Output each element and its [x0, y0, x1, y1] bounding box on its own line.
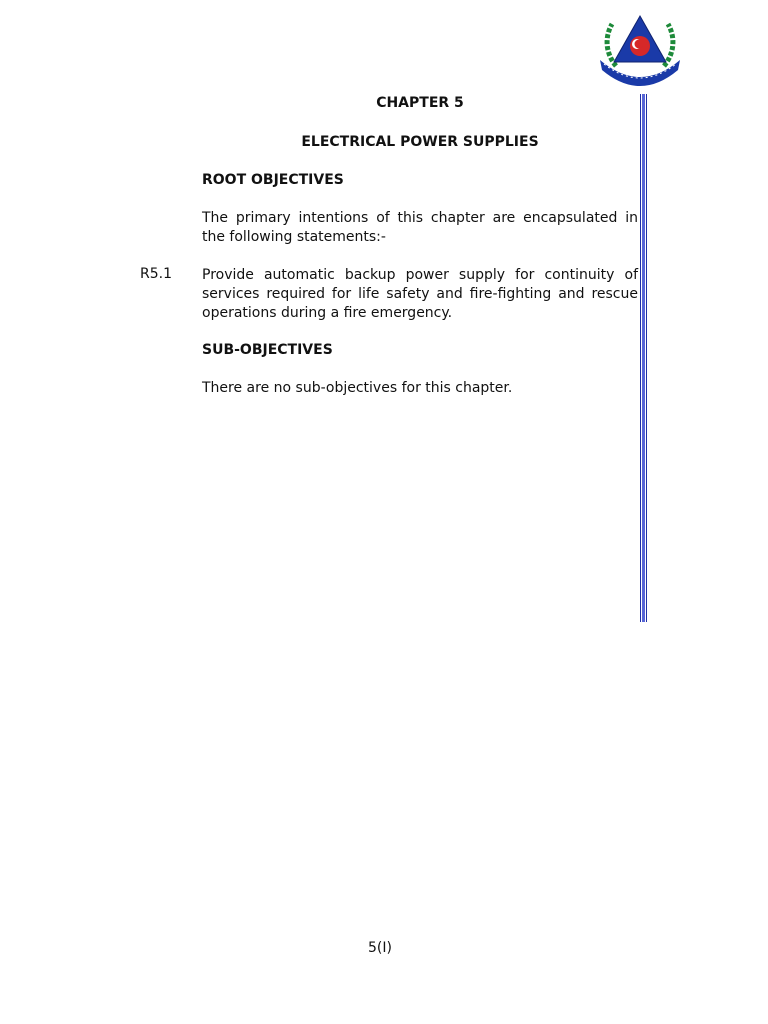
scdf-crest-icon: [592, 8, 688, 90]
objective-code: R5.1: [140, 266, 172, 282]
sub-objectives-heading: SUB-OBJECTIVES: [202, 342, 333, 358]
chapter-number: CHAPTER 5: [376, 95, 464, 111]
root-objectives-heading: ROOT OBJECTIVES: [202, 172, 344, 188]
crest-graphic: [592, 8, 688, 90]
root-objectives-intro: The primary intentions of this chapter are encapsulated in the following statements:-: [202, 210, 638, 245]
objective-text: Provide automatic backup power supply for continuity of services required for life safety and fire-fighting and rescue operations during a fire emergency.: [202, 267, 638, 321]
chapter-title: ELECTRICAL POWER SUPPLIES: [301, 134, 539, 150]
margin-rule-fill: [642, 94, 645, 622]
page-number: 5(I): [368, 940, 392, 956]
sub-objectives-text: There are no sub-objectives for this chapter.: [202, 380, 513, 396]
